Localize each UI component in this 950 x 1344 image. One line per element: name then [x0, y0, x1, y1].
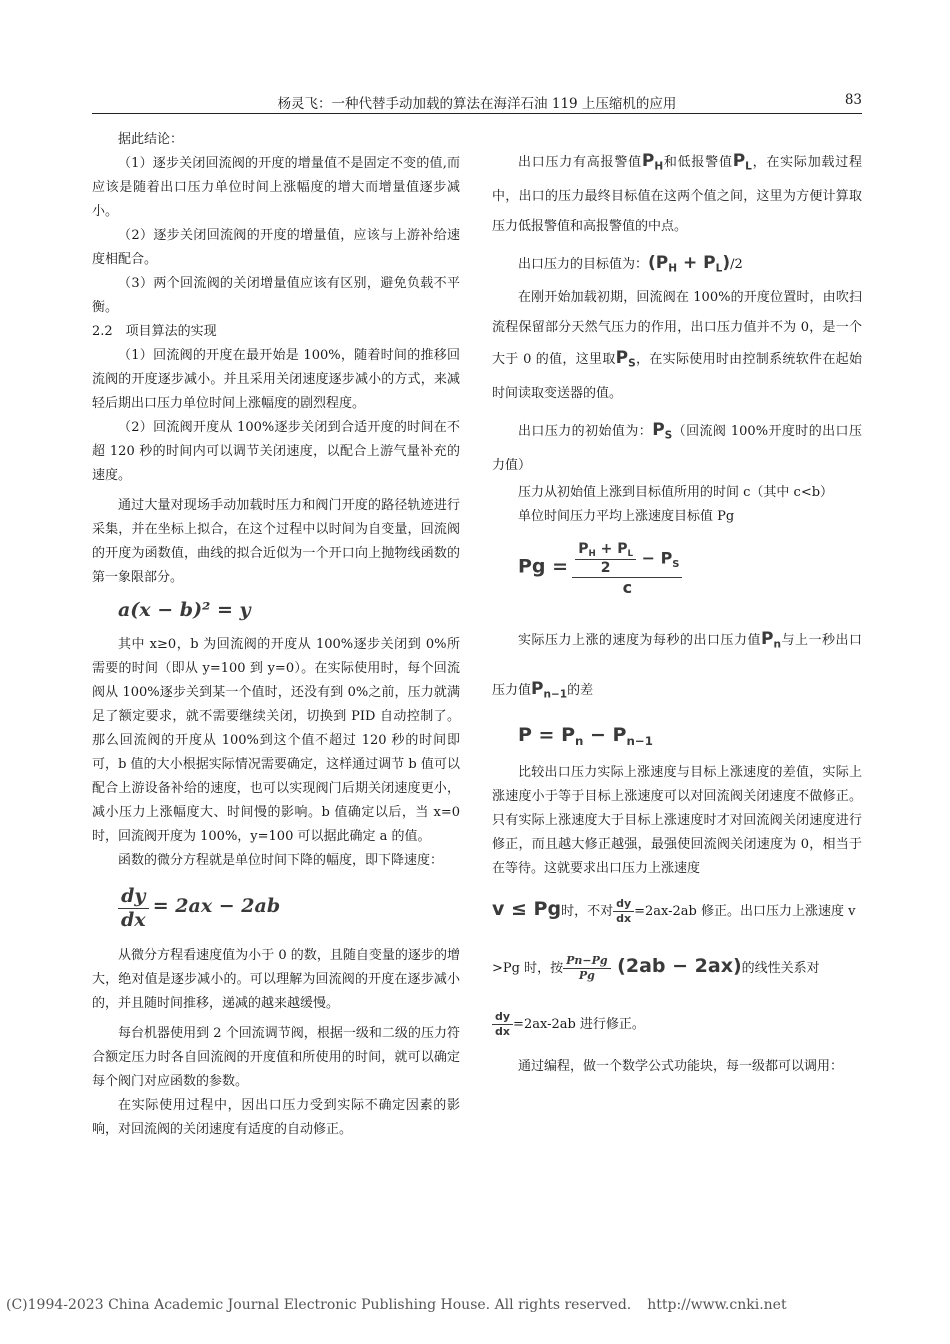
- formula-pg: [518, 541, 862, 597]
- text-run: （回流阀 100%开度时的出口压力值）: [492, 424, 862, 473]
- paragraph: （2）逐步关闭回流阀的开度的增量值，应该与上游补给速度相配合。: [92, 228, 460, 267]
- formula-text: $P = P_n - P_{n-1}$: [518, 723, 653, 748]
- formula-p: [518, 723, 862, 753]
- paragraph: （1）逐步关闭回流阀的开度的增量值不是固定不变的值,而应该是随着出口压力单位时间上涨幅度的增大而增量值逐步减小。: [92, 156, 460, 219]
- formula-lhs: Pg =: [518, 555, 569, 578]
- header-title: 杨灵飞：一种代替手动加载的算法在海洋石油 119 上压缩机的应用: [277, 96, 677, 112]
- paragraph: 每台机器使用到 2 个回流调节阀，根据一级和二级的压力符合额定压力时各自回流阀的开度值和所使用的时间，就可以确定每个阀门对应函数的参数。: [92, 1025, 460, 1089]
- math-pn: $P_n$: [761, 629, 781, 651]
- right-column: [492, 128, 862, 1079]
- text-run: 的线性关系对: [741, 960, 820, 976]
- formula-derivative: [118, 885, 460, 932]
- text-run: 的差: [567, 682, 594, 698]
- text-run: 在刚开始加载初期，回流阀在 100%的开度位置时，由吹扫流程保留部分天然气压力的作用，出口压力值并不为 0，是一个大于 0 的值，这里取: [492, 290, 862, 368]
- text-run: ，在实际使用时由控制系统软件在起始时间读取变送器的值。: [492, 352, 862, 402]
- section-heading: 2.2 项目算法的实现: [92, 324, 217, 339]
- math-ps: $P_S$: [615, 348, 636, 371]
- formula-rhs: = 2ax − 2ab: [152, 894, 281, 917]
- fraction-numerator: $\frac{P_H + P_L}{2}$ − $P_S$: [572, 541, 682, 578]
- fraction-denominator: dx: [616, 911, 632, 925]
- fraction-numerator: dy: [118, 885, 149, 909]
- paragraph: 通过大量对现场手动加载时压力和阀门开度的路径轨迹进行采集，并在坐标上拟合，在这个过程中以时间为自变量，回流阀的开度为函数值，曲线的拟合近似为一个开口向上抛物线函数的第一象限部分。: [92, 498, 460, 585]
- paragraph: 据此结论：: [118, 132, 184, 147]
- paragraph: 通过编程，做一个数学公式功能块，每一级都可以调用：: [518, 1058, 844, 1074]
- paragraph: 其中 x≥0，b 为回流阀的开度从 100%逐步关闭到 0%所需要的时间（即从 y=100 到 y=0）。在实际使用时，每个回流阀从 100%逐步关到某一个值时，还没有到 0%之前，压力就满足了额定要求，就不需要继续关闭，切换到 PID 自动控制了。那么回流阀的开度从 100%到这个值不超过 120 秒的时间即可，b 值的大小根据实际情况需要确定，这样通过调节 b 值可以配合上游设备补给的速度，也可以实现阀门后期关闭速度更小，减小压力上涨幅度大、时间慢的影响。b 值确定以后，当 x=0 时，回流阀开度为 100%，y=100 可以据此确定 a 的值。: [92, 637, 460, 844]
- paragraph: [492, 946, 862, 989]
- fraction: [572, 541, 682, 597]
- paragraph: （2）回流阀开度从 100%逐步关闭到合适开度的时间在不超 120 秒的时间内可以调节关闭速度，以配合上游气量补充的速度。: [92, 420, 460, 483]
- paragraph: （3）两个回流阀的关闭增量值应该有区别，避免负载不平衡。: [92, 276, 460, 315]
- text-run: ，在实际加载过程中，出口的压力最终目标值在这两个值之间，这里为方便计算取压力低报警值和高报警值的中点。: [492, 155, 862, 234]
- text-run: 与上一秒出口压力值: [492, 633, 862, 698]
- paragraph: [492, 617, 862, 716]
- math-v-le-pg: v ≤ Pg: [492, 897, 562, 920]
- math-pl: $P_L$: [732, 151, 752, 173]
- paragraph: 函数的微分方程就是单位时间下降的幅度，即下降速度：: [118, 853, 444, 868]
- math-target: $(P_H + P_L)$: [648, 252, 731, 275]
- fraction-dydx: [613, 897, 634, 924]
- footer-url: http://www.cnki.net: [647, 1297, 787, 1313]
- paragraph: 在实际使用过程中，因出口压力受到实际不确定因素的影响，对回流阀的关闭速度有适度的自动修正。: [92, 1097, 460, 1137]
- fraction-numerator: dy: [492, 1010, 513, 1024]
- fraction-denominator: dx: [121, 908, 146, 931]
- math-pn-1: $P_{n-1}$: [531, 678, 568, 701]
- paragraph: （1）回流阀的开度在最开始是 100%，随着时间的推移回流阀的开度逐步减小。并且采用关闭速度逐步减小的方式，来减轻后期出口压力单位时间上涨幅度的剧烈程度。: [92, 348, 460, 411]
- text-run: 实际压力上涨的速度为每秒的出口压力值: [518, 633, 762, 649]
- text-run: =2ax-2ab 修正。出口压力上涨速度 v: [634, 903, 856, 919]
- text-run: 出口压力的初始值为：: [518, 424, 653, 440]
- left-column: [92, 128, 460, 1142]
- paragraph: 比较出口压力实际上涨速度与目标上涨速度的差值，实际上涨速度小于等于目标上涨速度可以对回流阀关闭速度不做修正。只有实际上涨速度大于目标上涨速度时才对回流阀关闭速度进行修正，而且越大修正越强，最强使回流阀关闭速度为 0，相当于在等待。这就要求出口压力上涨速度: [492, 764, 862, 876]
- paragraph: [492, 283, 862, 409]
- paragraph: [492, 1007, 862, 1043]
- copyright-notice: (C)1994-2023 China Academic Journal Electronic Publishing House. All rights reserved.: [6, 1297, 632, 1313]
- running-header: [92, 88, 862, 114]
- fraction-numerator: Pn−Pg: [563, 954, 610, 968]
- inner-denominator: 2: [600, 560, 611, 577]
- formula-parabola: [118, 598, 460, 625]
- inner-numerator: $P_H + P_L$: [575, 541, 636, 560]
- page-number: 83: [844, 92, 862, 108]
- page-footer: [6, 1297, 787, 1313]
- text-run: >Pg 时，按: [492, 960, 564, 976]
- math-2ab-2ax: (2ab − 2ax): [610, 954, 742, 977]
- paragraph: 压力从初始值上涨到目标值所用的时间 c（其中 c<b）: [518, 484, 834, 500]
- math-ph: $P_H$: [641, 151, 664, 173]
- text-run: 出口压力的目标值为：: [518, 256, 649, 272]
- text-run: 出口压力有高报警值: [518, 155, 642, 170]
- fraction-denominator: Pg: [578, 968, 595, 982]
- paragraph: [492, 891, 862, 930]
- fraction-denominator: c: [622, 578, 633, 597]
- paragraph: 从微分方程看速度值为小于 0 的数，且随自变量的逐步的增大，绝对值是逐步减小的。可以理解为回流阀的开度在逐步减小的，并且随时间推移，递减的越来越缓慢。: [92, 947, 460, 1011]
- paragraph: [492, 415, 862, 481]
- fraction: [118, 885, 149, 932]
- fraction-numerator: dy: [613, 897, 634, 911]
- formula-text: a(x − b)² = y: [118, 599, 251, 621]
- fraction-denominator: dx: [495, 1024, 511, 1038]
- inner-fraction: [575, 541, 636, 577]
- math-ps: $P_S$: [652, 420, 673, 442]
- paragraph: [492, 248, 862, 284]
- paragraph: [492, 146, 862, 242]
- fraction-dydx: [492, 1010, 513, 1037]
- text-run: 和低报警值: [663, 155, 733, 170]
- fraction-correction: [563, 954, 610, 981]
- text-run: 时，不对: [561, 903, 614, 919]
- text-run: =2ax-2ab 进行修正。: [513, 1016, 645, 1032]
- text-run: /2: [730, 256, 743, 272]
- paragraph: 单位时间压力平均上涨速度目标值 Pg: [518, 508, 735, 524]
